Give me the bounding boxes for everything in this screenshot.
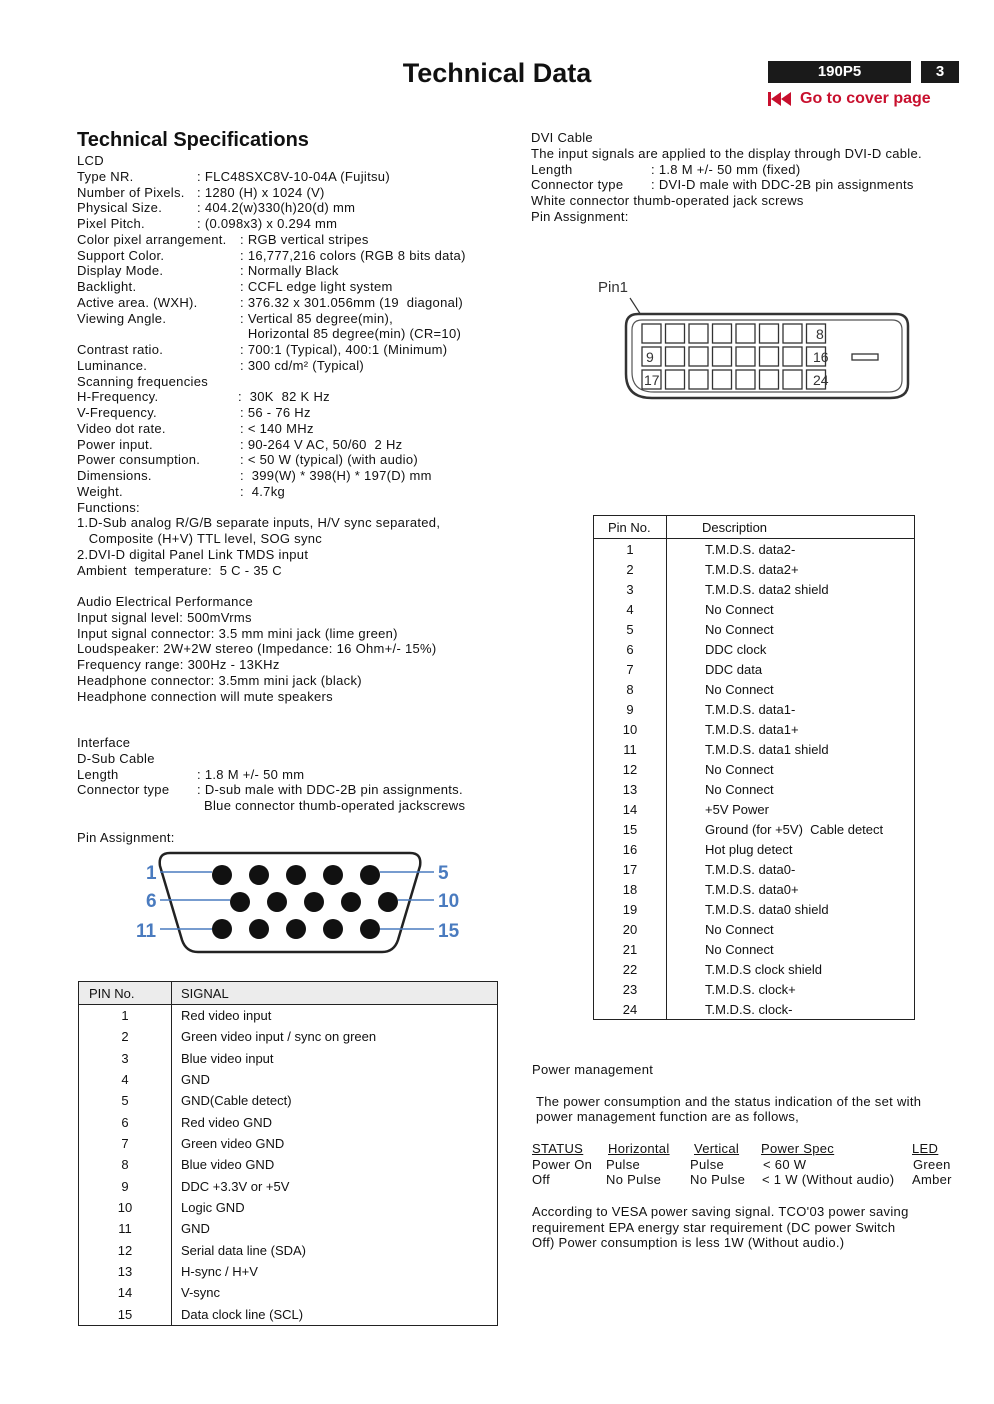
- spec-label: Contrast ratio.: [77, 342, 164, 357]
- spec-row: [77, 263, 517, 279]
- vga-header-pin: PIN No.: [79, 982, 172, 1005]
- dsub-label-10: 10: [438, 891, 460, 912]
- dvi-pin-number: 1: [594, 539, 667, 560]
- spec-value: : CCFL edge light system: [240, 279, 393, 294]
- table-row: [594, 699, 915, 719]
- spec-row: [77, 248, 517, 264]
- spec-label: Color pixel arrangement.: [77, 231, 227, 247]
- dvi-block: [531, 130, 971, 225]
- dvi-pin-number: 14: [594, 799, 667, 819]
- dvi-description: T.M.D.S. data1+: [705, 721, 799, 737]
- dsub-length-label: Length: [77, 766, 119, 782]
- table-row: [79, 1133, 498, 1154]
- table-row: [594, 939, 915, 959]
- table-row: [79, 1304, 498, 1326]
- functions-line: 2.DVI-D digital Panel Link TMDS input: [77, 546, 309, 562]
- vga-signal: Red video GND: [181, 1114, 273, 1130]
- dvi-description: No Connect: [705, 601, 774, 617]
- dvi-pin-number: 22: [594, 959, 667, 979]
- vga-pin-number: 3: [79, 1048, 172, 1069]
- vga-pin-number: 2: [79, 1026, 172, 1047]
- dsub-length-value: : 1.8 M +/- 50 mm: [197, 766, 305, 782]
- spec-value: : 404.2(w)330(h)20(d) mm: [197, 200, 356, 216]
- spec-label: Pixel Pitch.: [77, 216, 145, 231]
- dvi-header-pin: Pin No.: [594, 516, 667, 539]
- vga-header-signal: SIGNAL: [172, 982, 498, 1005]
- spec-label: Type NR.: [77, 168, 134, 184]
- power-management-block: [532, 1062, 972, 1251]
- spec-value: : (0.098x3) x 0.294 mm: [197, 216, 338, 231]
- spec-label: Support Color.: [77, 247, 165, 263]
- table-row: [594, 539, 915, 560]
- spec-value: : < 140 MHz: [240, 420, 314, 436]
- table-row: [594, 979, 915, 999]
- dvi-pin-number: 5: [594, 619, 667, 639]
- spec-row: [77, 389, 517, 405]
- dvi-description: T.M.D.S. data2+: [705, 561, 799, 577]
- vga-pin-number: 8: [79, 1154, 172, 1175]
- spec-value: : 399(W) * 398(H) * 197(D) mm: [240, 468, 432, 483]
- table-row: [79, 1026, 498, 1047]
- spec-row: [77, 216, 517, 232]
- table-row: [79, 1112, 498, 1133]
- dvi-description: No Connect: [705, 681, 774, 697]
- dvi-description: Hot plug detect: [705, 841, 793, 857]
- dvi-connector-diagram: [590, 272, 920, 407]
- dsub-connector-value-2: Blue connector thumb-operated jackscrews: [204, 798, 466, 813]
- spec-row: [77, 421, 517, 437]
- table-row: [79, 1090, 498, 1111]
- table-row: [594, 579, 915, 599]
- dvi-intro: The input signals are applied to the display through DVI-D cable.: [531, 145, 922, 161]
- spec-value: : 90-264 V AC, 50/60 2 Hz: [240, 436, 403, 452]
- spec-value: : < 50 W (typical) (with audio): [240, 452, 418, 468]
- vga-pin-table: [78, 981, 498, 1326]
- spec-value: : 4.7kg: [240, 483, 286, 499]
- go-to-cover-label: Go to cover page: [800, 90, 931, 107]
- spec-value: : Normally Black: [240, 263, 339, 279]
- audio-line: Frequency range: 300Hz - 13KHz: [77, 657, 280, 672]
- dvi-description: +5V Power: [705, 801, 769, 817]
- table-row: [594, 719, 915, 739]
- spec-row: [77, 326, 517, 342]
- spec-label: V-Frequency.: [77, 405, 157, 420]
- dvi-description: T.M.D.S. data2 shield: [705, 581, 829, 597]
- dvi-description: T.M.D.S. data0-: [705, 861, 796, 877]
- spec-value: : Vertical 85 degree(min),: [240, 310, 394, 326]
- audio-line: Audio Electrical Performance: [77, 594, 254, 609]
- dvi-description: No Connect: [705, 761, 774, 777]
- vga-signal: GND: [181, 1072, 210, 1088]
- dvi-description: Ground (for +5V) Cable detect: [705, 821, 884, 837]
- page-title: Technical Data: [402, 58, 592, 88]
- spec-label: Scanning frequencies: [77, 373, 209, 389]
- dvi-description: T.M.D.S clock shield: [705, 961, 823, 977]
- dvi-length-label: Length: [531, 161, 573, 177]
- table-row: [79, 1240, 498, 1261]
- table-row: [79, 1069, 498, 1090]
- spec-label: Video dot rate.: [77, 420, 166, 436]
- vga-pin-number: 14: [79, 1282, 172, 1303]
- audio-block: [77, 594, 517, 704]
- table-row: [79, 1005, 498, 1027]
- dvi-description: T.M.D.S. data2-: [705, 541, 796, 557]
- dvi-pin-number: 2: [594, 559, 667, 579]
- vga-pin-number: 1: [79, 1005, 172, 1027]
- table-row: [594, 779, 915, 799]
- audio-line: Loudspeaker: 2W+2W stereo (Impedance: 16 Ohm+/- 15%): [77, 641, 437, 657]
- dvi-table-header: [594, 516, 915, 539]
- spec-label: Weight.: [77, 483, 123, 499]
- dvi-pin-number: 6: [594, 639, 667, 659]
- dvi-pin-number: 18: [594, 879, 667, 899]
- vga-signal: Logic GND: [181, 1200, 245, 1216]
- table-row: [594, 999, 915, 1020]
- dvi-length-value: : 1.8 M +/- 50 mm (fixed): [651, 161, 801, 177]
- dvi-pin-number: 11: [594, 739, 667, 759]
- spec-row: [77, 452, 517, 468]
- dvi-pin-number: 17: [594, 859, 667, 879]
- spec-row: [77, 169, 517, 185]
- table-row: [594, 959, 915, 979]
- power-note-3: Off) Power consumption is less 1W (Without audio.): [532, 1235, 845, 1251]
- dvi-pin-label-16: 16: [813, 349, 829, 365]
- lcd-label: LCD: [77, 153, 104, 168]
- dvi-pin-number: 9: [594, 699, 667, 719]
- spec-row: [77, 484, 517, 500]
- table-row: [594, 859, 915, 879]
- spec-rows: [77, 169, 517, 500]
- spec-label: Power input.: [77, 436, 153, 452]
- spec-label: Number of Pixels.: [77, 184, 185, 200]
- table-row: [594, 919, 915, 939]
- dvi-pin-number: 7: [594, 659, 667, 679]
- dvi-description: T.M.D.S. data1-: [705, 701, 796, 717]
- spec-row: [77, 295, 517, 311]
- audio-line: Input signal connector: 3.5 mm mini jack (lime green): [77, 625, 398, 641]
- vga-signal: H-sync / H+V: [181, 1264, 258, 1280]
- dvi-pin-number: 12: [594, 759, 667, 779]
- dvi-description: T.M.D.S. clock-: [705, 1001, 793, 1017]
- vga-signal: GND(Cable detect): [181, 1093, 292, 1109]
- dvi-pin-label-9: 9: [646, 349, 654, 365]
- go-to-cover-link[interactable]: [768, 90, 931, 108]
- spec-row: [77, 200, 517, 216]
- dvi-pin-number: 16: [594, 839, 667, 859]
- dvi-description: No Connect: [705, 921, 774, 937]
- table-row: [594, 559, 915, 579]
- dsub-pin-assignment-label: Pin Assignment:: [77, 829, 175, 845]
- audio-line: Headphone connector: 3.5mm mini jack (black): [77, 672, 362, 688]
- dsub-connector-label: Connector type: [77, 782, 170, 798]
- spec-row: [77, 405, 517, 421]
- table-row: [79, 1218, 498, 1239]
- spec-value: : 376.32 x 301.056mm (19 diagonal): [240, 294, 463, 310]
- dvi-pin-number: 21: [594, 939, 667, 959]
- spec-label: Active area. (WXH).: [77, 294, 198, 310]
- dvi-pin-number: 20: [594, 919, 667, 939]
- spec-label: Viewing Angle.: [77, 310, 167, 326]
- skip-back-icon: [768, 91, 792, 107]
- interface-heading: Interface: [77, 735, 131, 750]
- vga-pin-number: 15: [79, 1304, 172, 1326]
- power-heading: Power management: [532, 1062, 654, 1077]
- spec-row: [77, 311, 517, 327]
- vga-signal: Green video GND: [181, 1136, 285, 1152]
- spec-label: Power consumption.: [77, 452, 201, 468]
- vga-signal: Serial data line (SDA): [181, 1242, 306, 1258]
- dvi-pin-number: 3: [594, 579, 667, 599]
- table-row: [594, 879, 915, 899]
- vga-signal: Blue video input: [181, 1050, 274, 1066]
- table-row: [594, 679, 915, 699]
- spec-value: : 30K 82 K Hz: [238, 389, 330, 405]
- table-row: [594, 759, 915, 779]
- spec-value: : 700:1 (Typical), 400:1 (Minimum): [240, 342, 448, 357]
- spec-block: [77, 153, 517, 704]
- table-row: [594, 739, 915, 759]
- dvi-connector-label: Connector type: [531, 177, 624, 193]
- power-intro-1: The power consumption and the status indication of the set with: [536, 1093, 922, 1109]
- dvi-description: T.M.D.S. data1 shield: [705, 741, 829, 757]
- table-row: [79, 1154, 498, 1175]
- dvi-pin-number: 15: [594, 819, 667, 839]
- dvi-pin-label-24: 24: [813, 372, 829, 388]
- dvi-pin-label-17: 17: [644, 372, 660, 388]
- spec-value: : 1280 (H) x 1024 (V): [197, 184, 325, 200]
- power-row-on: Power On Pulse Pulse < 60 W Green: [532, 1156, 951, 1172]
- table-row: [594, 839, 915, 859]
- dvi-description: No Connect: [705, 941, 774, 957]
- audio-line: Input signal level: 500mVrms: [77, 609, 252, 625]
- table-row: [594, 799, 915, 819]
- vga-pin-number: 9: [79, 1176, 172, 1197]
- functions-line: 1.D-Sub analog R/G/B separate inputs, H/V sync separated,: [77, 515, 441, 531]
- spec-row: [77, 185, 517, 201]
- dsub-label-15: 15: [438, 921, 460, 942]
- vga-signal: Red video input: [181, 1008, 272, 1024]
- page-number-badge: 3: [921, 61, 959, 83]
- spec-label: Luminance.: [77, 357, 148, 373]
- dsub-connector-value: : D-sub male with DDC-2B pin assignments.: [197, 782, 463, 798]
- dvi-heading: DVI Cable: [531, 130, 593, 145]
- table-row: [594, 599, 915, 619]
- dvi-pin-label-8: 8: [816, 326, 824, 342]
- dsub-label-11: 11: [136, 921, 157, 942]
- dsub-cable-label: D-Sub Cable: [77, 750, 155, 766]
- dvi-pin-number: 8: [594, 679, 667, 699]
- spec-label: Display Mode.: [77, 263, 164, 279]
- dvi-description: No Connect: [705, 621, 774, 637]
- spec-value: : 300 cd/m² (Typical): [240, 357, 365, 373]
- dvi-description: T.M.D.S. data0 shield: [705, 901, 829, 917]
- vga-signal: Data clock line (SCL): [181, 1306, 304, 1322]
- spec-row: [77, 342, 517, 358]
- functions-block: [77, 500, 517, 579]
- spec-label: H-Frequency.: [77, 389, 159, 405]
- audio-line: Headphone connection will mute speakers: [77, 688, 333, 704]
- table-row: [79, 1176, 498, 1197]
- technical-specifications-heading: Technical Specifications: [77, 129, 309, 151]
- dsub-label-1: 1: [146, 863, 157, 884]
- vga-pin-number: 4: [79, 1069, 172, 1090]
- vga-pin-number: 5: [79, 1090, 172, 1111]
- table-row: [594, 619, 915, 639]
- vga-signal: DDC +3.3V or +5V: [181, 1178, 290, 1194]
- dvi-description: DDC clock: [705, 641, 767, 657]
- table-row: [79, 1048, 498, 1069]
- interface-block: [77, 735, 517, 845]
- dsub-label-5: 5: [438, 863, 449, 884]
- dvi-header-description: Description: [667, 516, 915, 539]
- dvi-pin-number: 24: [594, 999, 667, 1020]
- power-note-1: According to VESA power saving signal. TCO'03 power saving: [532, 1203, 909, 1219]
- dvi-pin-table: [593, 515, 915, 1020]
- dvi-pin-number: 19: [594, 899, 667, 919]
- spec-row: [77, 374, 517, 390]
- power-note-2: requirement EPA energy star requirement (DC power Switch: [532, 1219, 896, 1235]
- vga-table-header: [79, 982, 498, 1005]
- spec-row: [77, 468, 517, 484]
- table-row: [79, 1261, 498, 1282]
- dvi-white-connector: White connector thumb-operated jack screws: [531, 193, 804, 208]
- spec-label: Backlight.: [77, 279, 137, 294]
- table-row: [594, 819, 915, 839]
- power-intro-2: power management function are as follows,: [536, 1109, 800, 1125]
- vga-pin-number: 10: [79, 1197, 172, 1218]
- spec-row: [77, 232, 517, 248]
- vga-signal: GND: [181, 1221, 210, 1237]
- vga-pin-number: 12: [79, 1240, 172, 1261]
- dvi-pin-number: 23: [594, 979, 667, 999]
- vga-pin-number: 7: [79, 1133, 172, 1154]
- vga-pin-number: 11: [79, 1218, 172, 1239]
- spec-value: : RGB vertical stripes: [240, 231, 369, 247]
- dvi-pin-number: 4: [594, 599, 667, 619]
- vga-signal: Blue video GND: [181, 1157, 275, 1173]
- spec-label: Dimensions.: [77, 468, 152, 483]
- dvi-pin1-label: Pin1: [598, 279, 629, 296]
- model-badge: 190P5: [768, 61, 911, 83]
- dvi-pin-number: 10: [594, 719, 667, 739]
- vga-signal: Green video input / sync on green: [181, 1029, 377, 1045]
- spec-label: Physical Size.: [77, 200, 163, 216]
- table-row: [79, 1197, 498, 1218]
- dvi-connector-value: : DVI-D male with DDC-2B pin assignments: [651, 177, 914, 193]
- dsub-label-6: 6: [146, 891, 157, 912]
- dvi-description: T.M.D.S. data0+: [705, 881, 799, 897]
- functions-line: Ambient temperature: 5 C - 35 C: [77, 562, 282, 578]
- dvi-pin-number: 13: [594, 779, 667, 799]
- spec-value: : 56 - 76 Hz: [240, 405, 311, 420]
- dvi-description: DDC data: [705, 661, 763, 677]
- functions-line: Functions:: [77, 499, 140, 515]
- spec-row: [77, 437, 517, 453]
- spec-value: : 16,777,216 colors (RGB 8 bits data): [240, 247, 466, 263]
- functions-line: Composite (H+V) TTL level, SOG sync: [77, 531, 323, 546]
- dvi-pin-assignment-label: Pin Assignment:: [531, 208, 629, 224]
- power-table-header: STATUS Horizontal Vertical Power Spec LED: [532, 1140, 939, 1156]
- table-row: [594, 659, 915, 679]
- spec-row: [77, 279, 517, 295]
- vga-pin-number: 6: [79, 1112, 172, 1133]
- spec-value: Horizontal 85 degree(min) (CR=10): [240, 326, 462, 342]
- table-row: [594, 899, 915, 919]
- dsub-connector-diagram: [130, 848, 470, 958]
- spec-value: : FLC48SXC8V-10-04A (Fujitsu): [197, 168, 390, 184]
- vga-pin-number: 13: [79, 1261, 172, 1282]
- vga-signal: V-sync: [181, 1285, 221, 1301]
- dvi-description: T.M.D.S. clock+: [705, 981, 796, 997]
- power-row-off: Off No Pulse No Pulse < 1 W (Without audio) Amber: [532, 1172, 952, 1188]
- table-row: [594, 639, 915, 659]
- table-row: [79, 1282, 498, 1303]
- spec-row: [77, 358, 517, 374]
- dvi-description: No Connect: [705, 781, 774, 797]
